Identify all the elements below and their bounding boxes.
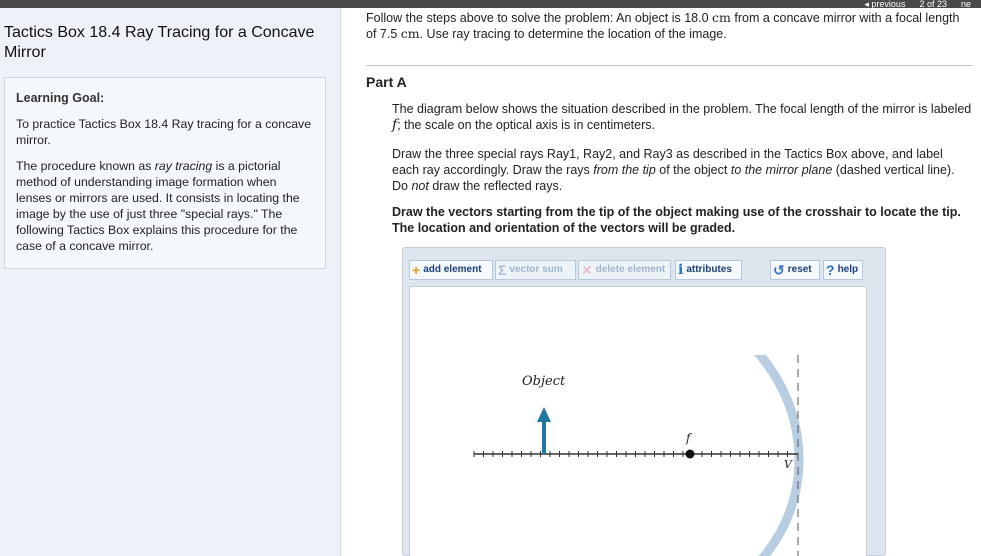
reset-label: reset <box>787 264 812 275</box>
attributes-label: attributes <box>686 264 732 275</box>
add-element-label: add element <box>423 264 482 275</box>
sidebar <box>0 8 341 556</box>
vector-sum-label: vector sum <box>509 264 563 275</box>
intro-text: . Use ray tracing to determine the location of the image. <box>419 27 727 41</box>
procedure-text-part: is a pictorial method of understanding image formation when lenses or mirrors are used. It consists in locating the image by the use of just three "special rays." The following Tactics Box explains this procedure for the case of a concave mirror. <box>16 159 300 253</box>
ray-diagram <box>410 287 868 556</box>
instruction-rays <box>392 146 972 194</box>
info-icon: i <box>678 262 684 278</box>
focal-symbol: f <box>392 117 398 133</box>
reset-button[interactable] <box>770 260 820 280</box>
goal-text: To practice Tactics Box 18.4 Ray tracing for a concave mirror. <box>16 117 312 147</box>
object-arrowhead <box>537 407 551 422</box>
instruction-text: of the object <box>655 163 731 177</box>
reset-icon: ↺ <box>773 262 785 278</box>
plus-icon: + <box>412 262 421 278</box>
part-title: Part A <box>366 74 407 90</box>
unit-cm: cm <box>712 10 731 25</box>
page-indicator: 2 of 23 <box>919 0 947 8</box>
widget-toolbar <box>409 260 879 282</box>
sidebar-title: Tactics Box 18.4 Ray Tracing for a Concave Mirror <box>4 24 315 61</box>
problem-intro <box>366 10 966 42</box>
separator <box>366 65 973 66</box>
focal-point <box>686 450 695 459</box>
emphasis: not <box>411 179 429 193</box>
emphasis: from the tip <box>593 163 656 177</box>
procedure-term: ray tracing <box>154 159 213 173</box>
learning-goal-box <box>4 77 326 269</box>
instruction-text: (dashed vertical line). Do <box>392 163 955 193</box>
next-link[interactable]: ne <box>960 0 971 8</box>
delete-element-button[interactable] <box>578 260 671 280</box>
instruction-diagram <box>392 101 972 133</box>
top-bar <box>0 0 981 8</box>
pager-nav <box>864 0 971 8</box>
drawing-canvas[interactable] <box>409 286 867 556</box>
instruction-text: Draw the three special rays Ray1, Ray2, and Ray3 as described in the Tactics Box above, and label each ray accordingly. Draw the rays <box>392 147 943 177</box>
sigma-icon: Σ <box>498 262 507 278</box>
add-element-button[interactable] <box>409 260 493 280</box>
emphasis: to the mirror plane <box>730 163 833 177</box>
drawing-widget <box>402 247 886 556</box>
delete-element-label: delete element <box>595 264 666 275</box>
procedure-text <box>16 158 314 254</box>
attributes-button[interactable] <box>675 260 742 280</box>
help-button[interactable] <box>823 260 863 280</box>
intro-text: Follow the steps above to solve the problem: An object is 18.0 <box>366 11 713 25</box>
help-icon: ? <box>826 262 835 278</box>
instruction-text: The diagram below shows the situation described in the problem. The focal length of the mirror is labeled <box>392 102 972 116</box>
previous-link[interactable]: ◂ previous <box>864 0 906 8</box>
help-label: help <box>837 264 859 275</box>
vertex-label: V <box>784 458 792 471</box>
learning-goal-heading: Learning Goal: <box>16 91 105 105</box>
object-label: Object <box>522 374 566 389</box>
instruction-vectors: Draw the vectors starting from the tip of the object making use of the crosshair to locate the tip. The location and orientation of the vectors will be graded. <box>392 205 961 235</box>
instruction-text: draw the reflected rays. <box>428 179 563 193</box>
vector-sum-button[interactable] <box>495 260 576 280</box>
focal-label: f <box>686 431 691 445</box>
concave-mirror <box>754 355 804 556</box>
intro-text: from a concave mirror with a focal length of 7.5 <box>366 11 960 41</box>
unit-cm: cm <box>400 26 420 41</box>
procedure-text-part: The procedure known as <box>16 159 155 173</box>
instruction-text: ; the scale on the optical axis is in centimeters. <box>397 118 655 132</box>
delete-icon: ✕ <box>581 262 593 278</box>
